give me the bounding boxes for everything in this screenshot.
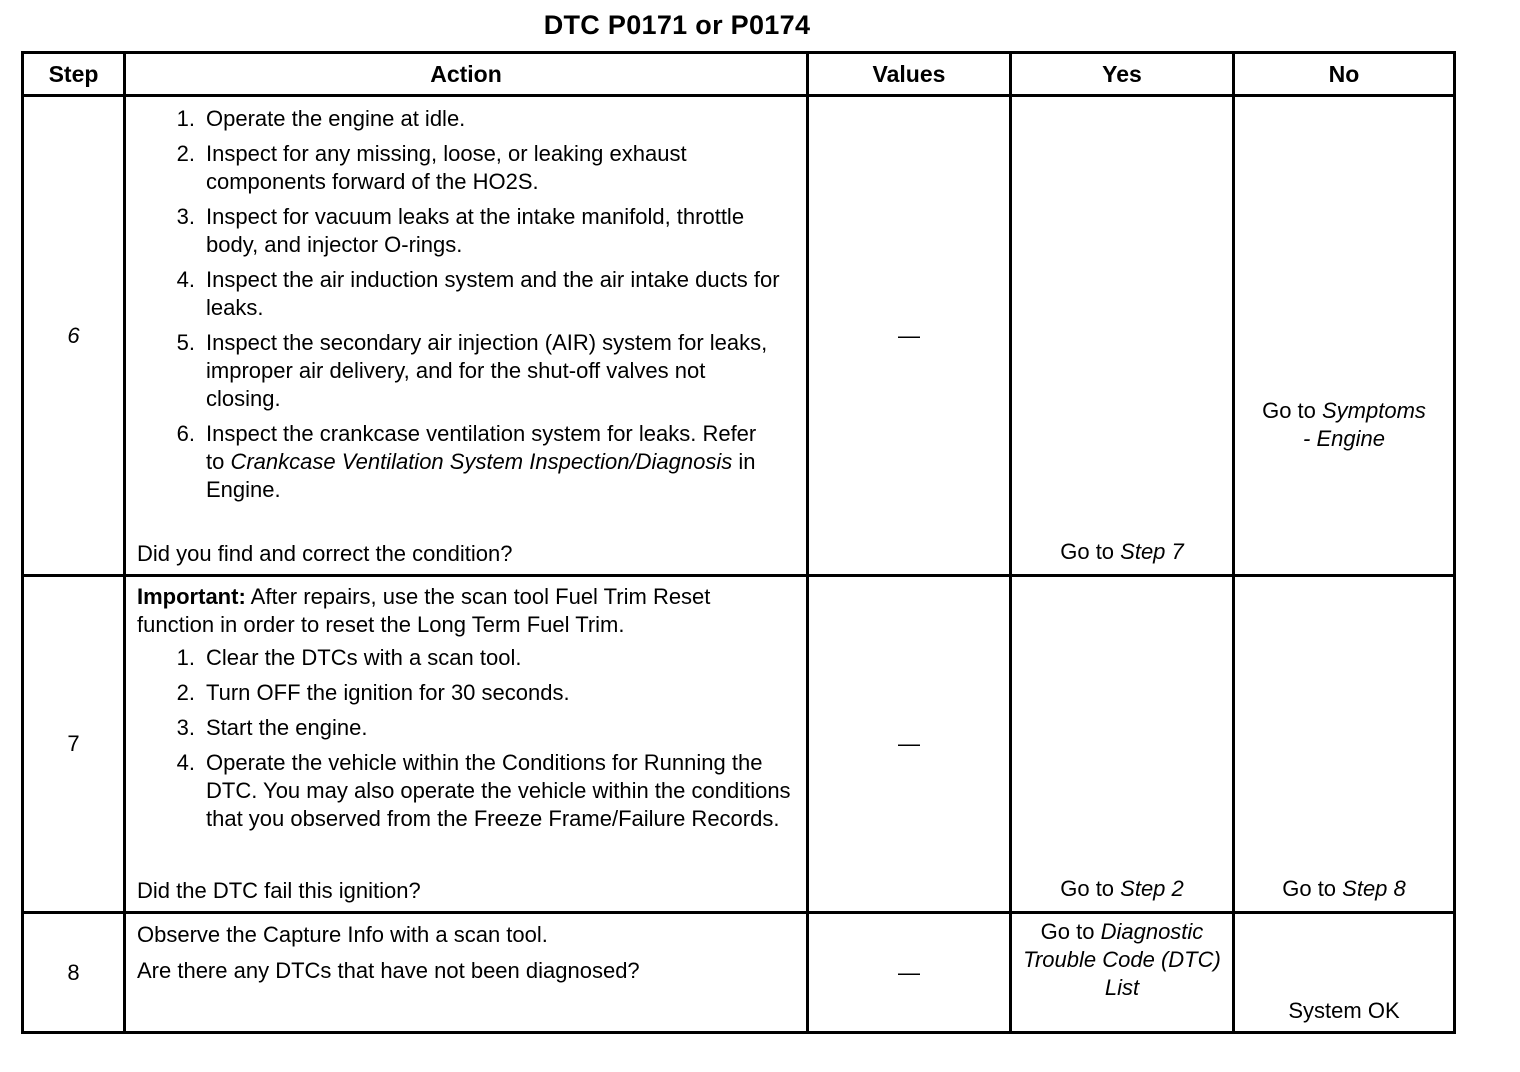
important-note: Important: After repairs, use the scan tool Fuel Trim Reset function in order to reset the Long Term Fuel Trim. — [137, 584, 711, 637]
header-action: Action — [125, 53, 808, 96]
action-cell — [125, 913, 808, 1033]
header-values: Values — [808, 53, 1011, 96]
table-row-step-7 — [23, 576, 1455, 913]
yes-cell: Go to Step 2 — [1011, 576, 1234, 913]
yes-cell: Go to Step 7 — [1011, 96, 1234, 576]
list-item: 4. Operate the vehicle within the Conditions for Running the DTC. You may also operate the vehicle within the conditions that you observed from the Freeze Frame/Failure Records. — [176, 750, 791, 831]
yes-cell: Go to Diagnostic Trouble Code (DTC) List — [1011, 913, 1234, 1033]
header-no: No — [1234, 53, 1455, 96]
table-row-step-8 — [23, 913, 1455, 1033]
no-cell: Go to Step 8 — [1234, 576, 1455, 913]
page-title: DTC P0171 or P0174 — [543, 10, 811, 40]
list-item: 1. Operate the engine at idle. — [176, 106, 466, 131]
list-item: 6. Inspect the crankcase ventilation system for leaks. Refer to Crankcase Ventilation System Inspection/Diagnosis in Engine. — [176, 421, 757, 502]
header-yes: Yes — [1011, 53, 1234, 96]
diagnostic-table — [21, 51, 1456, 1034]
step-number: 8 — [23, 913, 125, 1033]
no-cell: Go to Symptoms - Engine — [1234, 96, 1455, 576]
value-cell: — — [808, 96, 1011, 576]
header-row — [23, 53, 1455, 96]
action-question: Are there any DTCs that have not been diagnosed? — [137, 958, 640, 983]
header-step: Step — [23, 53, 125, 96]
list-item: 4. Inspect the air induction system and the air intake ducts for leaks. — [176, 267, 780, 320]
value-cell: — — [808, 576, 1011, 913]
step-number: 7 — [23, 576, 125, 913]
list-item: 2. Inspect for any missing, loose, or leaking exhaust components forward of the HO2S. — [176, 141, 687, 194]
no-cell: System OK — [1234, 913, 1455, 1033]
action-cell — [125, 576, 808, 913]
action-question: Did the DTC fail this ignition? — [137, 878, 421, 903]
list-item: 3. Inspect for vacuum leaks at the intake manifold, throttle body, and injector O-rings. — [176, 204, 745, 257]
list-item: 5. Inspect the secondary air injection (AIR) system for leaks, improper air delivery, and for the shut-off valves not closing. — [176, 330, 768, 411]
step-number: 6 — [23, 96, 125, 576]
action-cell — [125, 96, 808, 576]
table-row-step-6 — [23, 96, 1455, 576]
list-item: 2. Turn OFF the ignition for 30 seconds. — [176, 680, 570, 705]
list-item: 1. Clear the DTCs with a scan tool. — [176, 645, 522, 670]
value-cell: — — [808, 913, 1011, 1033]
list-item: 3. Start the engine. — [176, 715, 368, 740]
action-question: Did you find and correct the condition? — [137, 541, 513, 566]
action-line: Observe the Capture Info with a scan tool. — [137, 922, 548, 947]
